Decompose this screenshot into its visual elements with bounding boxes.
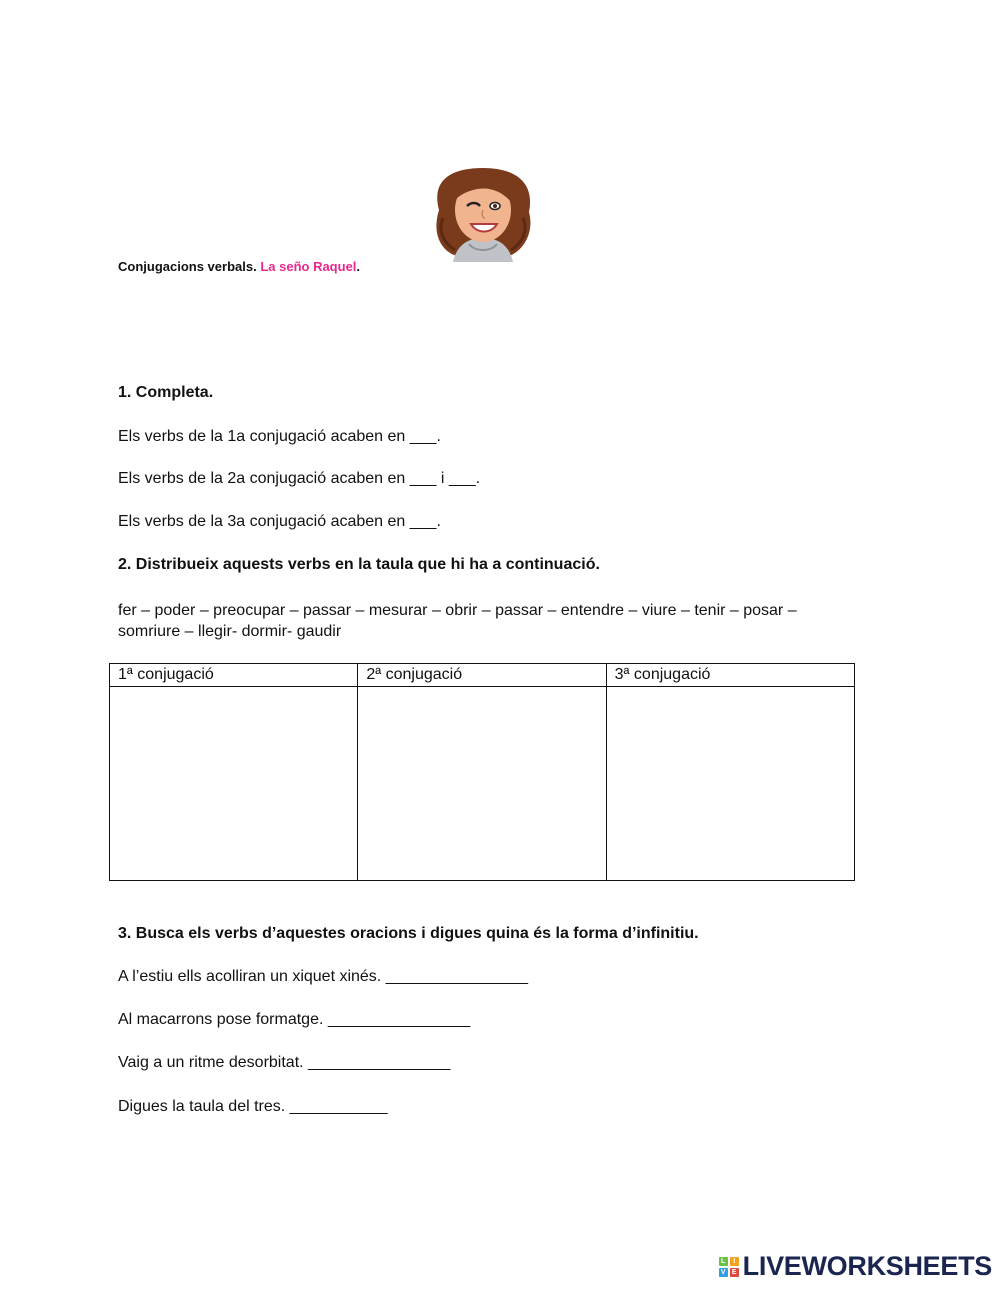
answer-cell-3rd[interactable] [606, 687, 854, 881]
completion-line-1: Els verbs de la 1a conjugació acaben en ___. [118, 428, 441, 445]
section-2-heading: 2. Distribueix aquests verbs en la taula que hi ha a continuació. [118, 556, 600, 573]
infinitive-line-3: Vaig a un ritme desorbitat. ________________ [118, 1054, 451, 1071]
infinitive-line-2: Al macarrons pose formatge. ________________ [118, 1011, 471, 1028]
table-header-row [110, 664, 855, 687]
answer-cell-1st[interactable] [110, 687, 358, 881]
worksheet-header [118, 259, 360, 274]
completion-line-3: Els verbs de la 3a conjugació acaben en ___. [118, 513, 441, 530]
infinitive-line-4: Digues la taula del tres. ___________ [118, 1098, 388, 1115]
header-period: . [356, 259, 361, 274]
infinitive-line-1: A l’estiu ells acolliran un xiquet xinés. ________________ [118, 968, 529, 985]
completion-line-2: Els verbs de la 2a conjugació acaben en ___ i ___. [118, 470, 481, 487]
table-answer-row [110, 687, 855, 881]
section-1-heading: 1. Completa. [118, 384, 214, 401]
liveworksheets-logo [719, 1251, 992, 1282]
verb-list: fer – poder – preocupar – passar – mesurar – obrir – passar – entendre – viure – tenir – posar – somriure – llegir- dormir- gaudir [118, 602, 797, 640]
table-header-2nd: 2ª conjugació [358, 664, 606, 687]
liveworksheets-wordmark: LIVEWORKSHEETS [742, 1251, 992, 1281]
answer-cell-2nd[interactable] [358, 687, 606, 881]
author-name: La seño Raquel [260, 259, 357, 274]
liveworksheets-icon: L I V E [719, 1257, 739, 1277]
table-header-1st: 1ª conjugació [110, 664, 358, 687]
section-3-heading: 3. Busca els verbs d’aquestes oracions i digues quina és la forma d’infinitiu. [118, 925, 699, 942]
bitmoji-avatar-icon [417, 140, 547, 270]
conjugation-table [109, 663, 855, 881]
table-header-3rd: 3ª conjugació [606, 664, 854, 687]
worksheet-title: Conjugacions verbals. [118, 259, 257, 274]
